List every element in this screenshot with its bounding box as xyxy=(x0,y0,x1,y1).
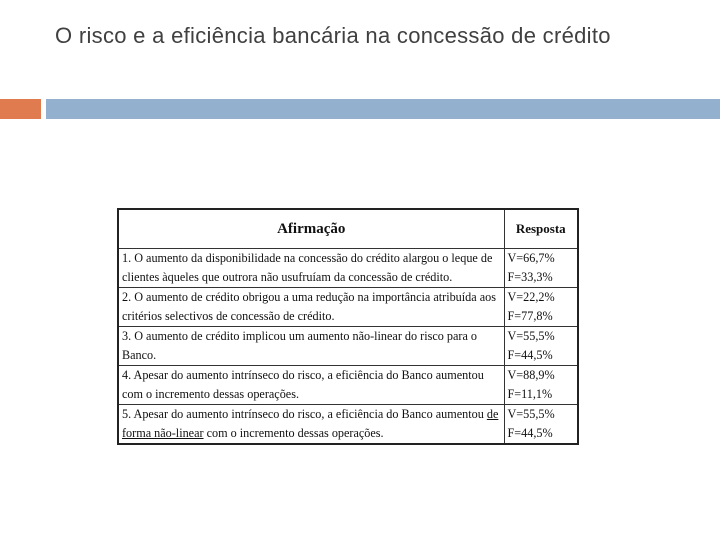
answer-cell xyxy=(504,366,578,405)
survey-table xyxy=(117,208,579,445)
answer-false: F=11,1% xyxy=(507,387,553,401)
statement-cell: 3. O aumento de crédito implicou um aumento não-linear do risco para o Banco. xyxy=(118,327,504,366)
header-answer: Resposta xyxy=(504,209,578,249)
statement-cell: 4. Apesar do aumento intrínseco do risco, a eficiência do Banco aumentou com o incremento dessas operações. xyxy=(118,366,504,405)
answer-true: V=55,5% xyxy=(507,329,555,343)
answer-false: F=33,3% xyxy=(507,270,553,284)
table-row xyxy=(118,288,578,327)
accent-bar-orange xyxy=(0,99,41,119)
answer-true: V=66,7% xyxy=(507,251,555,265)
answer-cell xyxy=(504,327,578,366)
statement-text-after: com o incremento dessas operações. xyxy=(203,426,384,440)
answer-cell xyxy=(504,249,578,288)
answer-false: F=44,5% xyxy=(507,348,553,362)
statement-cell xyxy=(118,405,504,445)
table-row xyxy=(118,249,578,288)
statement-cell: 1. O aumento da disponibilidade na concessão do crédito alargou o leque de clientes àqueles que outrora não usufruíam da concessão de crédito. xyxy=(118,249,504,288)
statement-text-before: 5. Apesar do aumento intrínseco do risco, a eficiência do Banco aumentou xyxy=(122,407,487,421)
table-header-row xyxy=(118,209,578,249)
slide-title: O risco e a eficiência bancária na concessão de crédito xyxy=(55,23,611,48)
statement-text-underlined: de forma não-linear xyxy=(122,407,499,440)
answer-false: F=44,5% xyxy=(507,426,553,440)
answer-cell xyxy=(504,288,578,327)
answer-cell xyxy=(504,405,578,445)
statement-cell: 2. O aumento de crédito obrigou a uma redução na importância atribuída aos critérios selectivos de concessão de crédito. xyxy=(118,288,504,327)
answer-true: V=55,5% xyxy=(507,407,555,421)
answer-false: F=77,8% xyxy=(507,309,553,323)
table-row xyxy=(118,366,578,405)
accent-bar-blue xyxy=(46,99,720,119)
answer-true: V=88,9% xyxy=(507,368,555,382)
answer-true: V=22,2% xyxy=(507,290,555,304)
table-row xyxy=(118,405,578,445)
header-statement: Afirmação xyxy=(118,209,504,249)
table-row xyxy=(118,327,578,366)
